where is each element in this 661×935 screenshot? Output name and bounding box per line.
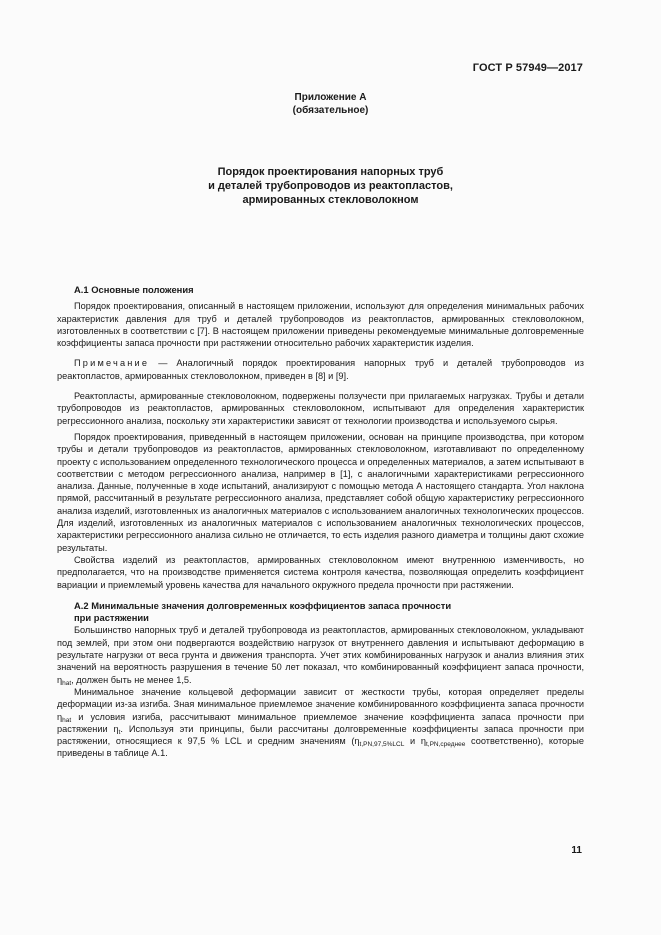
paragraph-a2-1 — [57, 624, 584, 685]
annex-status: (обязательное) — [292, 105, 369, 116]
section-heading-a2-continuation: при растяжении — [74, 612, 149, 624]
subscript: hat — [62, 716, 72, 724]
paragraph-a1-4: Свойства изделий из реактопластов, армированных стекловолокном имеют внутреннюю изменчивость, но предполагается, что на производстве применяется система контроля качества, позволяющая определить коэффициент вариации и приемлемый уровень качества для начального окружного предела прочности при растяжении. — [57, 554, 584, 590]
paragraph-a2-2-text-3: . Используя эти принципы, были рассчитаны долговременные коэффициенты запаса прочности при растяжении, относящиеся к 97,5 % LCL и средним значениям (η — [57, 723, 584, 747]
paragraph-a2-2-text-2: и условия изгиба, рассчитывают минимальное приемлемое значение коэффициента запаса прочности при растяжении η — [57, 711, 584, 734]
subscript: t — [118, 728, 121, 736]
annex-title — [0, 165, 661, 207]
annex-title-line-3: армированных стекловолокном — [242, 194, 419, 206]
subscript: t,PN,среднее — [425, 741, 466, 749]
section-heading-a2: А.2 Минимальные значения долговременных коэффициентов запаса прочности — [74, 599, 452, 611]
paragraph-a1-1: Порядок проектирования, описанный в настоящем приложении, используют для определения минимальных рабочих характеристик давления для труб и деталей трубопроводов из реактопластов, армированных стекловолокном, изготовленных в соответствии с [7]. В настоящем приложении приведены рекомендуемые минимальные долговременные коэффициенты запаса прочности при растяжении относительно рабочих характеристик изделия. — [57, 301, 584, 349]
document-body — [57, 284, 584, 760]
annex-label: Приложение А — [294, 92, 367, 103]
note-text: — Аналогичный порядок проектирования напорных труб и деталей трубопроводов из реактопластов, армированных стекловолокном, приведен в [8] и [9]. — [57, 358, 584, 381]
note-label: Примечание — [74, 358, 150, 369]
page-number: 11 — [571, 845, 582, 856]
section-heading-a1: А.1 Основные положения — [74, 284, 194, 295]
paragraph-a2-1-text: Большинство напорных труб и деталей трубопровода из реактопластов, армированных стекловолокном, укладывают под землей, при этом они подвергаются воздействию нагрузок от внутреннего давления и испытывают деформацию в результате нагрузки от веса грунта и движения транспорта. Учет этих комбинированных нагрузок и анализ влияния этих значений на вероятность разрушения в течение 50 лет показал, что комбинированный коэффициент запаса прочности, η — [57, 625, 584, 685]
paragraph-a2-2 — [57, 686, 584, 760]
subscript: t,PN,97,5%LCL — [359, 741, 405, 749]
document-number: ГОСТ Р 57949—2017 — [472, 62, 583, 74]
annex-heading — [0, 91, 661, 117]
paragraph-a2-2-text-5: соответственно), которые приведены в таблице А.1. — [57, 736, 584, 759]
paragraph-a2-2-text-4: и η — [404, 736, 426, 747]
annex-title-line-2: и деталей трубопроводов из реактопластов, — [208, 180, 453, 192]
paragraph-a2-2-text-1: Минимальное значение кольцевой деформации зависит от жесткости трубы, которая определяет пределы деформации из-за изгиба. Зная минимальное приемлемое значение комбинированного коэффициента запаса прочности η — [57, 686, 584, 722]
paragraph-a1-3: Порядок проектирования, приведенный в настоящем приложении, основан на принципе производства, при котором трубы и детали трубопроводов из реактопластов, армированных стекловолокном, изготавливают по определенному проекту с использованием определенного технологического процесса и определенных материалов, а затем испытывают в соответствии с методом регрессионного анализа, например в [1], с аналогичными характеристиками регрессионного анализа. Данные, полученные в ходе испытаний, анализируют с помощью метода А настоящего стандарта. Угол наклона прямой, рассчитанный в результате регрессионного анализа, представляет собой общую характеристику регрессионного анализа изделий, изготовленных из аналогичных материалов с использованием аналогичных технологических процессов. Для изделий, изготовленных из аналогичных материалов с использованием аналогичных технологических процессов, характеристики регрессионного анализа сильно не отличается, то есть изделия разного диаметра и толщины дают схожие результаты. — [57, 431, 584, 553]
paragraph-a2-1-text-end: , должен быть не менее 1,5. — [71, 674, 192, 685]
paragraph-a1-2: Реактопласты, армированные стекловолокном, подвержены ползучести при прилагаемых нагрузках. Трубы и детали трубопроводов из реактопластов, армированных стекловолокном, испытывают для определения характеристик регрессионного анализа, поскольку эти характеристики зависят от технологии производства и используемого сырья. — [57, 391, 584, 426]
note-paragraph — [57, 357, 584, 382]
subscript: hat — [62, 679, 72, 687]
annex-title-line-1: Порядок проектирования напорных труб — [217, 166, 444, 178]
